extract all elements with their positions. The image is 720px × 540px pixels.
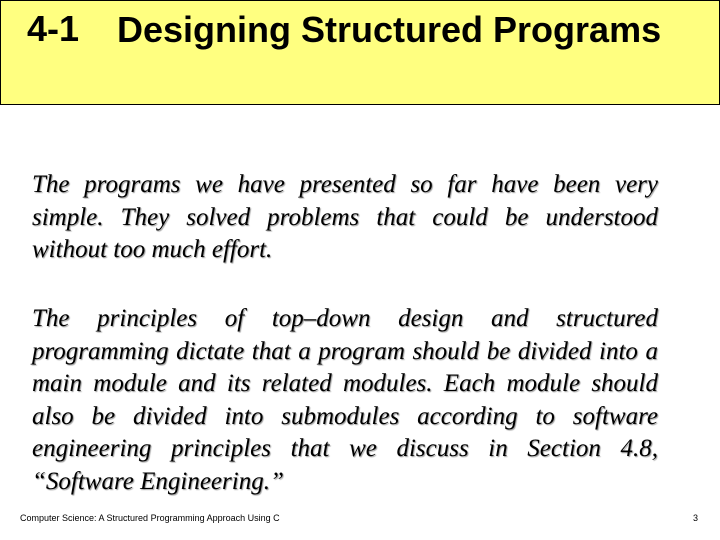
paragraph-intro: The programs we have presented so far have been very simple. They solved problems that could be understood without too much effort. <box>32 171 658 263</box>
paragraph-principles: The principles of top–down design and structured programming dictate that a program should be divided into a main module and its related modules. Each module should also be divided into submodules according to software engineering principles that we discuss in Section 4.8, “Software Engineering.” <box>32 305 658 495</box>
title-banner <box>0 0 720 105</box>
page-number: 3 <box>692 513 698 523</box>
section-number: 4-1 <box>27 8 80 49</box>
footer-book-title: Computer Science: A Structured Programming Approach Using C <box>20 513 280 523</box>
slide-title: Designing Structured Programs <box>117 9 662 50</box>
